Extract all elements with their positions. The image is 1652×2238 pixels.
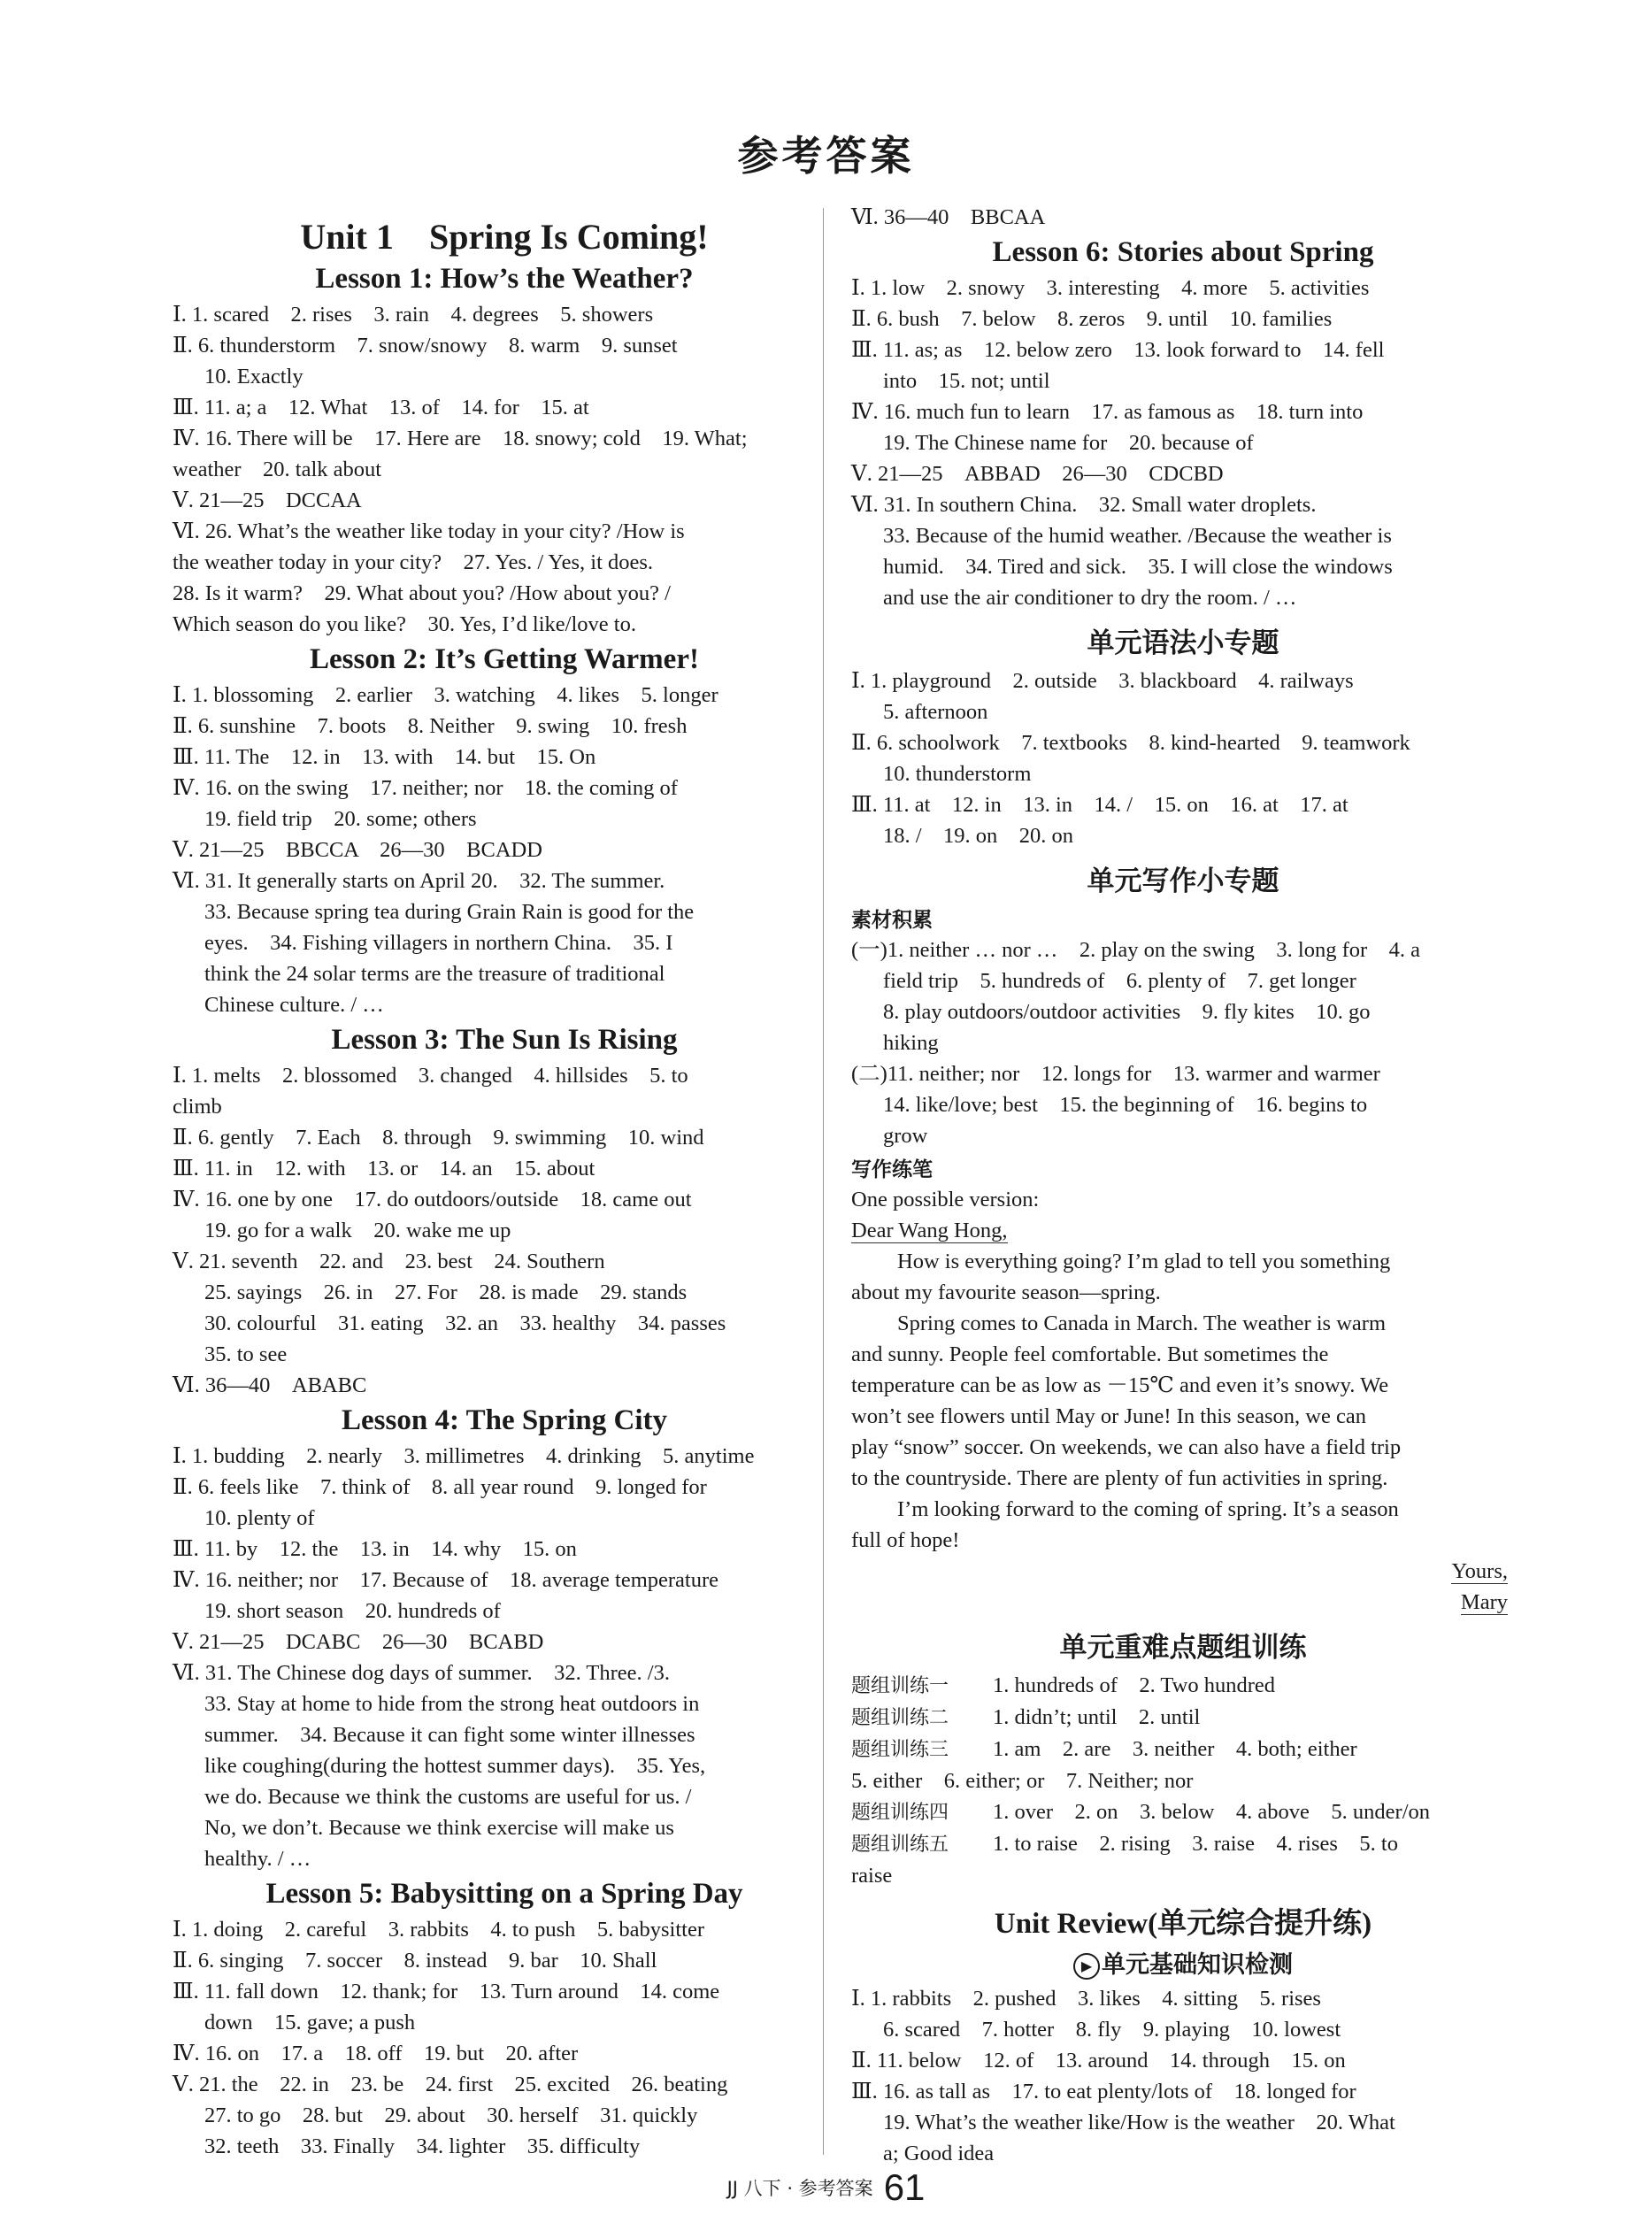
training-groups [851, 1670, 1515, 1891]
answer-line: 5. afternoon [883, 700, 988, 724]
group-answer: 1. to raise 2. rising 3. raise 4. rises 5. to [993, 1832, 1398, 1856]
review-subtitle [851, 1945, 1515, 1980]
answer-line: into 15. not; until [883, 369, 1050, 393]
group-tag: 题组训练五 [851, 1834, 949, 1856]
answer-line: Ⅱ. 6. bush 7. below 8. zeros 9. until 10. families [851, 307, 1333, 331]
answer-line: Ⅲ. 11. The 12. in 13. with 14. but 15. On [173, 745, 596, 769]
answer-line: climb [173, 1095, 222, 1119]
answer-line: Ⅲ. 16. as tall as 17. to eat plenty/lots of 18. longed for [851, 2080, 1356, 2103]
answer-line: Ⅰ. 1. budding 2. nearly 3. millimetres 4. drinking 5. anytime [173, 1444, 755, 1468]
answer-line: 19. short season 20. hundreds of [204, 1599, 501, 1623]
answer-line: Ⅵ. 36—40 BBCAA [851, 205, 1046, 229]
page-footer [0, 2166, 1652, 2209]
training-group [851, 1796, 1515, 1828]
group-answer-cont: raise [851, 1864, 893, 1888]
essay-line: temperature can be as low as －15℃ and even it’s snowy. We [851, 1373, 1389, 1397]
answer-line: Ⅰ. 1. doing 2. careful 3. rabbits 4. to push 5. babysitter [173, 1918, 704, 1942]
answer-line: Ⅲ. 11. at 12. in 13. in 14. / 15. on 16. at 17. at [851, 793, 1348, 817]
answer-line: Ⅱ. 6. singing 7. soccer 8. instead 9. bar 10. Shall [173, 1949, 657, 1973]
answer-line: Ⅵ. 31. It generally starts on April 20. 32. The summer. [173, 869, 665, 893]
answer-line: 28. Is it warm? 29. What about you? /How about you? / [173, 581, 671, 605]
answer-line: field trip 5. hundreds of 6. plenty of 7. get longer [883, 969, 1356, 993]
page-number: 61 [883, 2166, 926, 2208]
answer-line: Ⅰ. 1. playground 2. outside 3. blackboard 4. railways [851, 669, 1354, 693]
group-answer: 1. am 2. are 3. neither 4. both; either [993, 1737, 1357, 1761]
answer-line: 19. field trip 20. some; others [204, 807, 477, 831]
answer-line: 33. Because spring tea during Grain Rain is good for the [204, 900, 695, 924]
answer-line: we do. Because we think the customs are useful for us. / [204, 1785, 692, 1809]
answer-line: Ⅱ. 6. thunderstorm 7. snow/snowy 8. warm 9. sunset [173, 334, 678, 358]
answer-line: Ⅵ. 31. The Chinese dog days of summer. 32. Three. /3. [173, 1661, 670, 1685]
letter-salutation [851, 1215, 1515, 1246]
answer-line: 19. What’s the weather like/How is the weather 20. What [883, 2111, 1395, 2134]
answer-line: Ⅱ. 6. feels like 7. think of 8. all year round 9. longed for [173, 1475, 707, 1499]
answer-line: hiking [883, 1031, 939, 1055]
right-column [851, 202, 1515, 2169]
answer-line: Ⅴ. 21. the 22. in 23. be 24. first 25. excited 26. beating [173, 2073, 728, 2096]
letter-closing [851, 1556, 1515, 1587]
answer-line: summer. 34. Because it can fight some winter illnesses [204, 1723, 695, 1747]
essay-line: and sunny. People feel comfortable. But sometimes the [851, 1342, 1329, 1366]
answer-line: Ⅳ. 16. on the swing 17. neither; nor 18. the coming of [173, 776, 678, 800]
practice-heading: 写作练笔 [851, 1158, 933, 1181]
answer-line: 25. sayings 26. in 27. For 28. is made 29. stands [204, 1281, 688, 1304]
answer-line: 32. teeth 33. Finally 34. lighter 35. difficulty [204, 2134, 641, 2158]
answer-line: 33. Because of the humid weather. /Because the weather is [883, 524, 1392, 548]
letter-signature [851, 1587, 1515, 1618]
lesson-4-title: Lesson 4: The Spring City [342, 1404, 667, 1436]
sample-essay [851, 1246, 1515, 1556]
essay-line: full of hope! [851, 1528, 960, 1552]
training-title: 单元重难点题组训练 [1059, 1632, 1307, 1664]
lesson-1-title: Lesson 1: How’s the Weather? [315, 263, 694, 295]
answer-line: 19. The Chinese name for 20. because of [883, 431, 1254, 455]
answer-line: Ⅲ. 11. fall down 12. thank; for 13. Turn around 14. come [173, 1980, 720, 2003]
page-title: 参考答案 [737, 132, 915, 180]
material-answers [851, 934, 1515, 1151]
answer-line: a; Good idea [883, 2142, 995, 2165]
answer-line: 10. plenty of [204, 1506, 315, 1530]
essay-line: about my favourite season—spring. [851, 1281, 1161, 1304]
lesson-3-title: Lesson 3: The Sun Is Rising [331, 1024, 678, 1056]
lesson-5-title: Lesson 5: Babysitting on a Spring Day [265, 1878, 743, 1910]
training-group [851, 1828, 1515, 1860]
answer-line: Ⅵ. 26. What’s the weather like today in your city? /How is [173, 519, 685, 543]
answer-line: 30. colourful 31. eating 32. an 33. healthy 34. passes [204, 1311, 726, 1335]
answer-line: Ⅴ. 21—25 ABBAD 26—30 CDCBD [851, 462, 1224, 486]
footer-label: JJ 八下 · 参考答案 [726, 2178, 873, 2199]
group-tag: 题组训练四 [851, 1802, 949, 1824]
answer-line: 6. scared 7. hotter 8. fly 9. playing 10. lowest [883, 2018, 1341, 2042]
answer-line: Ⅲ. 11. by 12. the 13. in 14. why 15. on [173, 1537, 577, 1561]
answer-line: Ⅵ. 36—40 ABABC [173, 1373, 367, 1397]
answer-line: Ⅳ. 16. There will be 17. Here are 18. snowy; cold 19. What; [173, 427, 748, 450]
training-group [851, 1734, 1515, 1765]
unit-title: Unit 1 Spring Is Coming! [300, 217, 709, 257]
lesson-1-answers [173, 299, 836, 640]
unit-review-title: Unit Review(单元综合提升练) [994, 1908, 1372, 1940]
group-answer: 1. hundreds of 2. Two hundred [993, 1673, 1276, 1697]
answer-line: Ⅰ. 1. rabbits 2. pushed 3. likes 4. sitting 5. rises [851, 1987, 1321, 2011]
lesson-6-answers [851, 273, 1515, 613]
training-group [851, 1702, 1515, 1734]
review-subtitle-text: 单元基础知识检测 [1102, 1951, 1293, 1979]
answer-line: Chinese culture. / … [204, 993, 384, 1017]
group-answer: 1. over 2. on 3. below 4. above 5. under/on [993, 1800, 1430, 1824]
lesson-2-title: Lesson 2: It’s Getting Warmer! [310, 643, 699, 675]
answer-line: Ⅰ. 1. low 2. snowy 3. interesting 4. more 5. activities [851, 276, 1370, 300]
answer-line: 35. to see [204, 1342, 288, 1366]
grammar-title: 单元语法小专题 [1087, 627, 1279, 659]
answer-line: Ⅴ. 21—25 BBCCA 26—30 BCADD [173, 838, 542, 862]
closing-text: Yours, [1451, 1559, 1508, 1583]
answer-line: 18. / 19. on 20. on [883, 824, 1074, 848]
answer-line: 8. play outdoors/outdoor activities 9. fly kites 10. go [883, 1000, 1371, 1024]
answer-line: Ⅲ. 11. in 12. with 13. or 14. an 15. about [173, 1157, 595, 1181]
group-tag: 题组训练三 [851, 1739, 949, 1761]
answer-line: Ⅴ. 21. seventh 22. and 23. best 24. Southern [173, 1250, 605, 1273]
answer-line: Ⅱ. 6. gently 7. Each 8. through 9. swimming 10. wind [173, 1126, 704, 1150]
answer-line: (一)1. neither … nor … 2. play on the swing 3. long for 4. a [851, 938, 1421, 962]
answer-line: Ⅱ. 11. below 12. of 13. around 14. through 15. on [851, 2049, 1346, 2073]
essay-line: How is everything going? I’m glad to tell you something [897, 1250, 1391, 1273]
answer-line: healthy. / … [204, 1847, 311, 1871]
answer-line: think the 24 solar terms are the treasure of traditional [204, 962, 665, 986]
answer-line: and use the air conditioner to dry the room. / … [883, 586, 1297, 610]
salutation-text: Dear Wang Hong, [851, 1219, 1008, 1242]
answer-line: Ⅰ. 1. scared 2. rises 3. rain 4. degrees 5. showers [173, 303, 654, 327]
answer-line: 10. Exactly [204, 365, 304, 388]
answer-line: down 15. gave; a push [204, 2011, 416, 2034]
lesson-2-answers [173, 680, 836, 1020]
answer-line: the weather today in your city? 27. Yes. / Yes, it does. [173, 550, 654, 574]
answer-line: Ⅳ. 16. on 17. a 18. off 19. but 20. after [173, 2042, 579, 2065]
answer-line: like coughing(during the hottest summer days). 35. Yes, [204, 1754, 706, 1778]
group-answer-cont: 5. either 6. either; or 7. Neither; nor [851, 1769, 1194, 1793]
answer-line: Ⅴ. 21—25 DCCAA [173, 488, 362, 512]
training-group [851, 1670, 1515, 1702]
left-column [173, 204, 836, 2162]
signature-text: Mary [1460, 1590, 1508, 1614]
essay-line: to the countryside. There are plenty of fun activities in spring. [851, 1466, 1388, 1490]
answer-line: 27. to go 28. but 29. about 30. herself 31. quickly [204, 2103, 698, 2127]
group-answer: 1. didn’t; until 2. until [993, 1705, 1201, 1729]
answer-line: Which season do you like? 30. Yes, I’d like/love to. [173, 612, 636, 636]
material-heading: 素材积累 [851, 909, 933, 932]
answer-line: Ⅱ. 6. schoolwork 7. textbooks 8. kind-hearted 9. teamwork [851, 731, 1410, 755]
answer-line: Ⅰ. 1. melts 2. blossomed 3. changed 4. hillsides 5. to [173, 1064, 688, 1088]
answer-line: 33. Stay at home to hide from the strong heat outdoors in [204, 1692, 700, 1716]
answer-line: 19. go for a walk 20. wake me up [204, 1219, 511, 1242]
essay-line: won’t see flowers until May or June! In this season, we can [851, 1404, 1366, 1428]
play-arrow-icon: ▶ [1073, 1953, 1100, 1980]
answer-line: Ⅳ. 16. neither; nor 17. Because of 18. average temperature [173, 1568, 719, 1592]
answer-line: No, we don’t. Because we think exercise will make us [204, 1816, 674, 1840]
answer-line: Ⅴ. 21—25 DCABC 26—30 BCABD [173, 1630, 544, 1654]
answer-line: 10. thunderstorm [883, 762, 1032, 786]
answer-line: eyes. 34. Fishing villagers in northern China. 35. I [204, 931, 673, 955]
answer-line: weather 20. talk about [173, 458, 382, 481]
group-tag: 题组训练一 [851, 1675, 949, 1697]
essay-line: play “snow” soccer. On weekends, we can also have a field trip [851, 1435, 1402, 1459]
answer-line: 14. like/love; best 15. the beginning of 16. begins to [883, 1093, 1368, 1117]
answer-line: Ⅲ. 11. as; as 12. below zero 13. look forward to 14. fell [851, 338, 1385, 362]
answer-line: (二)11. neither; nor 12. longs for 13. warmer and warmer [851, 1062, 1380, 1086]
answer-line: Ⅳ. 16. much fun to learn 17. as famous as 18. turn into [851, 400, 1364, 424]
lesson-3-answers [173, 1060, 836, 1401]
lesson-6-title: Lesson 6: Stories about Spring [992, 236, 1374, 268]
review-answers [851, 1983, 1515, 2169]
grammar-answers [851, 665, 1515, 851]
answer-line: Ⅰ. 1. blossoming 2. earlier 3. watching 4. likes 5. longer [173, 683, 718, 707]
answer-line: Ⅲ. 11. a; a 12. What 13. of 14. for 15. at [173, 396, 589, 419]
answer-line: Ⅱ. 6. sunshine 7. boots 8. Neither 9. swing 10. fresh [173, 714, 688, 738]
version-label: One possible version: [851, 1188, 1040, 1211]
answer-line: grow [883, 1124, 928, 1148]
answer-line: humid. 34. Tired and sick. 35. I will close the windows [883, 555, 1393, 579]
essay-line: Spring comes to Canada in March. The weather is warm [897, 1311, 1387, 1335]
lesson-5-answers [173, 1914, 836, 2162]
writing-title: 单元写作小专题 [1087, 865, 1279, 897]
group-tag: 题组训练二 [851, 1707, 949, 1729]
answer-line: Ⅵ. 31. In southern China. 32. Small water droplets. [851, 493, 1317, 517]
lesson-4-answers [173, 1441, 836, 1874]
answer-line: Ⅳ. 16. one by one 17. do outdoors/outside 18. came out [173, 1188, 692, 1211]
essay-line: I’m looking forward to the coming of spring. It’s a season [897, 1497, 1399, 1521]
